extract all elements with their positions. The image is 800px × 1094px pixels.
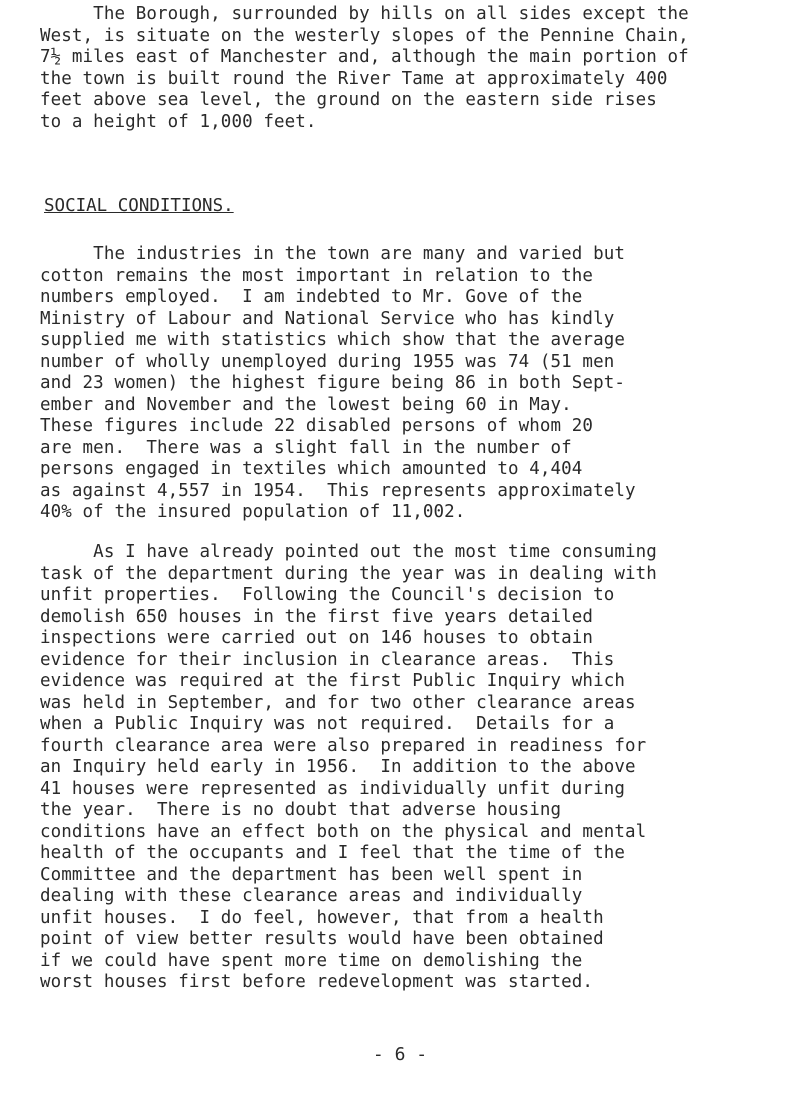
- text-line: numbers employed. I am indebted to Mr. Gove of the: [40, 287, 583, 307]
- text-line: the year. There is no doubt that adverse housing: [40, 800, 562, 820]
- text-line: the town is built round the River Tame at approximately 400: [40, 68, 668, 89]
- section-heading: SOCIAL CONDITIONS.: [44, 196, 234, 216]
- text-line: Ministry of Labour and National Service who has kindly: [40, 308, 615, 329]
- text-line: when a Public Inquiry was not required. Details for a: [40, 714, 615, 734]
- social-conditions-paragraph: [40, 244, 770, 524]
- text-line: evidence for their inclusion in clearance areas. This: [40, 649, 615, 670]
- text-line: 7½ miles east of Manchester and, although the main portion of: [40, 47, 689, 67]
- text-line: demolish 650 houses in the first five years detailed: [40, 606, 594, 627]
- text-line: point of view better results would have been obtained: [40, 929, 604, 949]
- text-line: task of the department during the year was in dealing with: [40, 563, 657, 584]
- text-line: feet above sea level, the ground on the eastern side rises: [40, 90, 657, 110]
- text-line: number of wholly unemployed during 1955 was 74 (51 men: [40, 351, 615, 372]
- clearance-paragraph: [40, 542, 770, 994]
- text-line: unfit houses. I do feel, however, that from a health: [40, 907, 604, 928]
- text-line: 41 houses were represented as individually unfit during: [40, 778, 625, 799]
- text-line: 40% of the insured population of 11,002.: [40, 502, 466, 522]
- text-line: unfit properties. Following the Council's decision to: [40, 585, 615, 605]
- text-line: evidence was required at the first Public Inquiry which: [40, 671, 625, 691]
- page-number: - 6 -: [372, 1044, 428, 1065]
- text-line: conditions have an effect both on the physical and mental: [40, 821, 647, 842]
- text-line: inspections were carried out on 146 houses to obtain: [40, 628, 594, 648]
- text-line: persons engaged in textiles which amounted to 4,404: [40, 459, 583, 479]
- text-line: if we could have spent more time on demolishing the: [40, 950, 583, 971]
- text-line: The industries in the town are many and varied but: [40, 244, 625, 264]
- text-line: as against 4,557 in 1954. This represents approximately: [40, 480, 636, 501]
- text-line: West, is situate on the westerly slopes of the Pennine Chain,: [40, 25, 689, 46]
- text-line: was held in September, and for two other clearance areas: [40, 692, 636, 713]
- text-line: are men. There was a slight fall in the number of: [40, 437, 572, 458]
- text-line: health of the occupants and I feel that the time of the: [40, 843, 625, 863]
- text-line: an Inquiry held early in 1956. In addition to the above: [40, 757, 636, 777]
- text-line: Committee and the department has been well spent in: [40, 864, 583, 885]
- text-line: ember and November and the lowest being 60 in May.: [40, 394, 572, 415]
- text-line: supplied me with statistics which show that the average: [40, 330, 625, 350]
- intro-paragraph: [40, 4, 770, 133]
- text-line: These figures include 22 disabled persons of whom 20: [40, 416, 594, 436]
- text-line: and 23 women) the highest figure being 86 in both Sept-: [40, 373, 625, 393]
- text-line: cotton remains the most important in relation to the: [40, 265, 594, 286]
- text-line: As I have already pointed out the most time consuming: [40, 542, 657, 562]
- text-line: worst houses first before redevelopment was started.: [40, 972, 594, 992]
- text-line: to a height of 1,000 feet.: [40, 111, 317, 132]
- text-line: The Borough, surrounded by hills on all sides except the: [40, 4, 689, 24]
- text-line: fourth clearance area were also prepared in readiness for: [40, 735, 647, 756]
- text-line: dealing with these clearance areas and individually: [40, 886, 583, 906]
